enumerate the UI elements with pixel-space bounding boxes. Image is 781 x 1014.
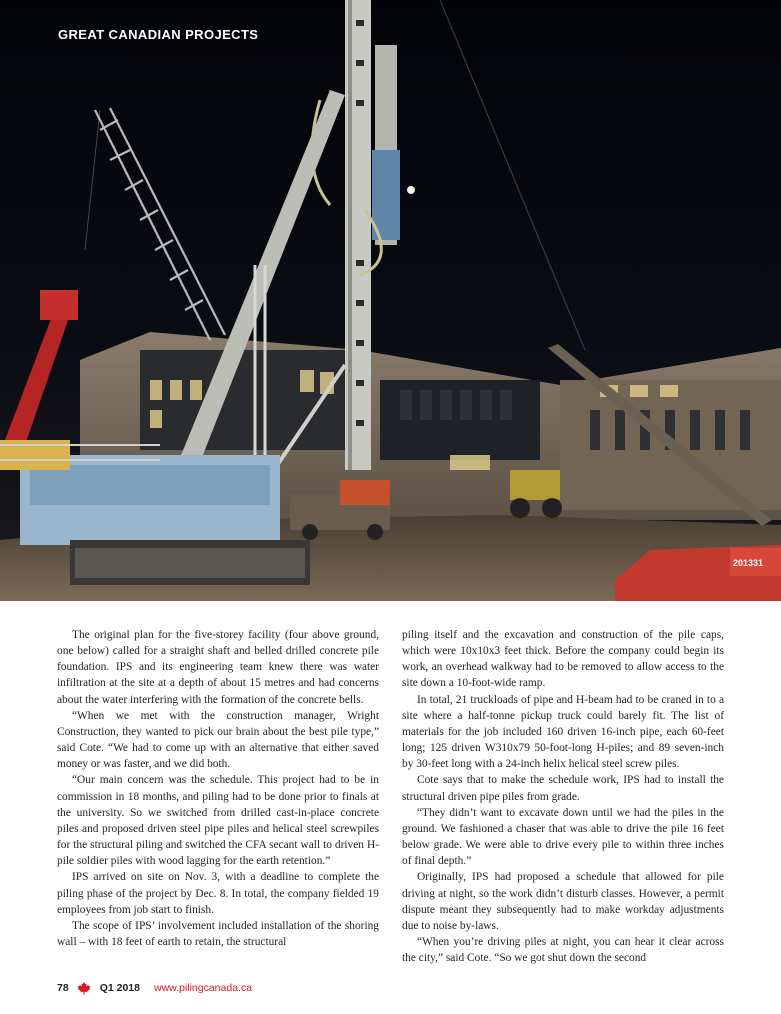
maple-leaf-icon [77, 981, 91, 995]
article-column-right [402, 627, 724, 966]
paragraph: Cote says that to make the schedule work, IPS had to install the structural driven pipe piles from grade. [402, 774, 724, 803]
paragraph: piling itself and the excavation and construction of the pile caps, which were 10x10x3 feet thick. Before the company could begin its work, an overhead walkway had to be removed to allow access to the site down a 10-foot-wide ramp. [402, 629, 724, 690]
paragraph: IPS arrived on site on Nov. 3, with a deadline to complete the piling phase of the project by Dec. 8. In total, the company fielded 19 employees from job start to finish. [57, 871, 379, 916]
paragraph: The scope of IPS’ involvement included installation of the shoring wall – with 18 feet of earth to retain, the structural [57, 919, 379, 948]
paragraph: “Our main concern was the schedule. This project had to be in commission in 18 months, and piling had to be done prior to finals at the university. So we switched from drilled cast-in-place concrete piles and proposed driven steel pipe piles and helical steel screwpiles for the structural piling and switched the CFA secant wall to driven H-pile soldier piles with wood lagging for the earth retention.” [57, 774, 379, 868]
paragraph: “When we met with the construction manager, Wright Construction, they wanted to pick our brain about the best pile type,” said Cote. “We had to come up with an alternative that either saved money or was faster, and we did both. [57, 709, 379, 771]
section-label: GREAT CANADIAN PROJECTS [58, 27, 259, 42]
issue-label: Q1 2018 [99, 982, 140, 994]
paragraph: In total, 21 truckloads of pipe and H-beam had to be craned in to a site where a half-tonne pickup truck could barely fit. The list of materials for the job included 160 driven 16-inch pipe, each 60-feet long; 125 driven W310x79 50-foot-long H-piles; and 89 seven-inch by 30-feet long with a 24-inch helix helical steel screw piles. [402, 693, 724, 771]
equipment-number: 201331 [733, 558, 764, 568]
paragraph: “They didn’t want to excavate down until we had the piles in the ground. We fashioned a chaser that was able to drive the pile 16 feet below grade. We were able to drive every pile to within three inches of final depth.” [402, 806, 724, 868]
paragraph: The original plan for the five-storey facility (four above ground, one below) called for a straight shaft and belled drilled concrete pile foundation. IPS and its engineering team knew there was water infiltration at the site at a depth of about 15 metres and had concerns about the water interfering with the formation of the concrete bells. [57, 629, 379, 706]
page-number: 78 [57, 982, 69, 994]
article-column-left [57, 627, 379, 950]
page-footer [57, 980, 252, 996]
website-link[interactable]: www.pilingcanada.ca [153, 982, 253, 994]
moon [407, 186, 415, 194]
paragraph: Originally, IPS had proposed a schedule that allowed for pile driving at night, so the work didn’t disturb classes. However, a permit dispute meant they subsequently had to make workday adjustments due to noise by-laws. [402, 871, 724, 932]
paragraph: “When you’re driving piles at night, you can hear it clear across the city,” said Cote. “So we got shut down the second [402, 935, 724, 965]
